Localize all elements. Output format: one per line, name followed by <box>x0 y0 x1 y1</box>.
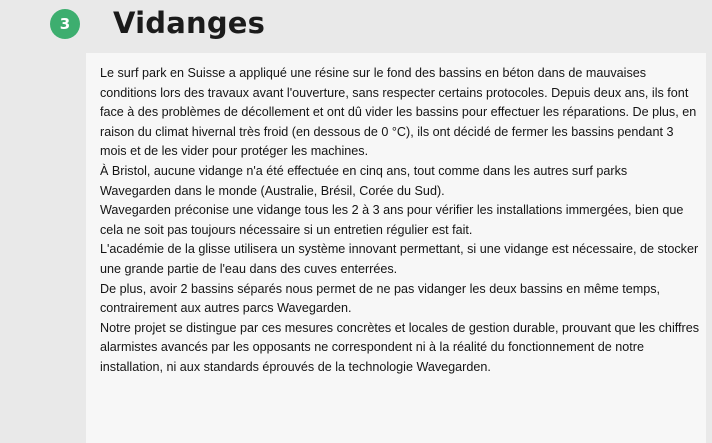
paragraph-bristol: À Bristol, aucune vidange n'a été effectuée en cinq ans, tout comme dans les autres surf parks Wavegarden dans le monde (Australie, Brésil, Corée du Sud). <box>100 163 628 198</box>
paragraph-suisse: Le surf park en Suisse a appliqué une résine sur le fond des bassins en béton dans de mauvaises conditions lors des travaux avant l'ouverture, sans respecter certains protocoles. Depuis deux ans, ils font face à des problèmes de décollement et ont dû vider les bassins pour effectuer les réparations. De plus, en raison du climat hivernal très froid (en dessous de 0 °C), ils ont décidé de fermer les bassins pendant 3 mois et de les vider pour protéger les machines. <box>100 66 697 159</box>
content-text <box>100 64 700 378</box>
section-title: Vidanges <box>113 6 266 40</box>
paragraph-conclusion: Notre projet se distingue par ces mesures concrètes et locales de gestion durable, prouvant que les chiffres alarmistes avancés par les opposants ne correspondent ni à la réalité du fonctionnement de notre installation, ni aux standards éprouvés de la technologie Wavegarden. <box>100 320 700 374</box>
paragraph-deux-bassins: De plus, avoir 2 bassins séparés nous permet de ne pas vidanger les deux bassins en même temps, contrairement aux autres parcs Wavegarden. <box>100 281 661 316</box>
section-header <box>50 1 265 45</box>
paragraph-preconisation: Wavegarden préconise une vidange tous les 2 à 3 ans pour vérifier les installations immergées, bien que cela ne soit pas toujours nécessaire si un entretien régulier est fait. <box>100 203 684 237</box>
content-panel <box>86 53 706 443</box>
section-number-badge: 3 <box>50 9 80 39</box>
paragraph-academie: L'académie de la glisse utilisera un système innovant permettant, si une vidange est nécessaire, de stocker une grande partie de l'eau dans des cuves enterrées. <box>100 242 699 276</box>
